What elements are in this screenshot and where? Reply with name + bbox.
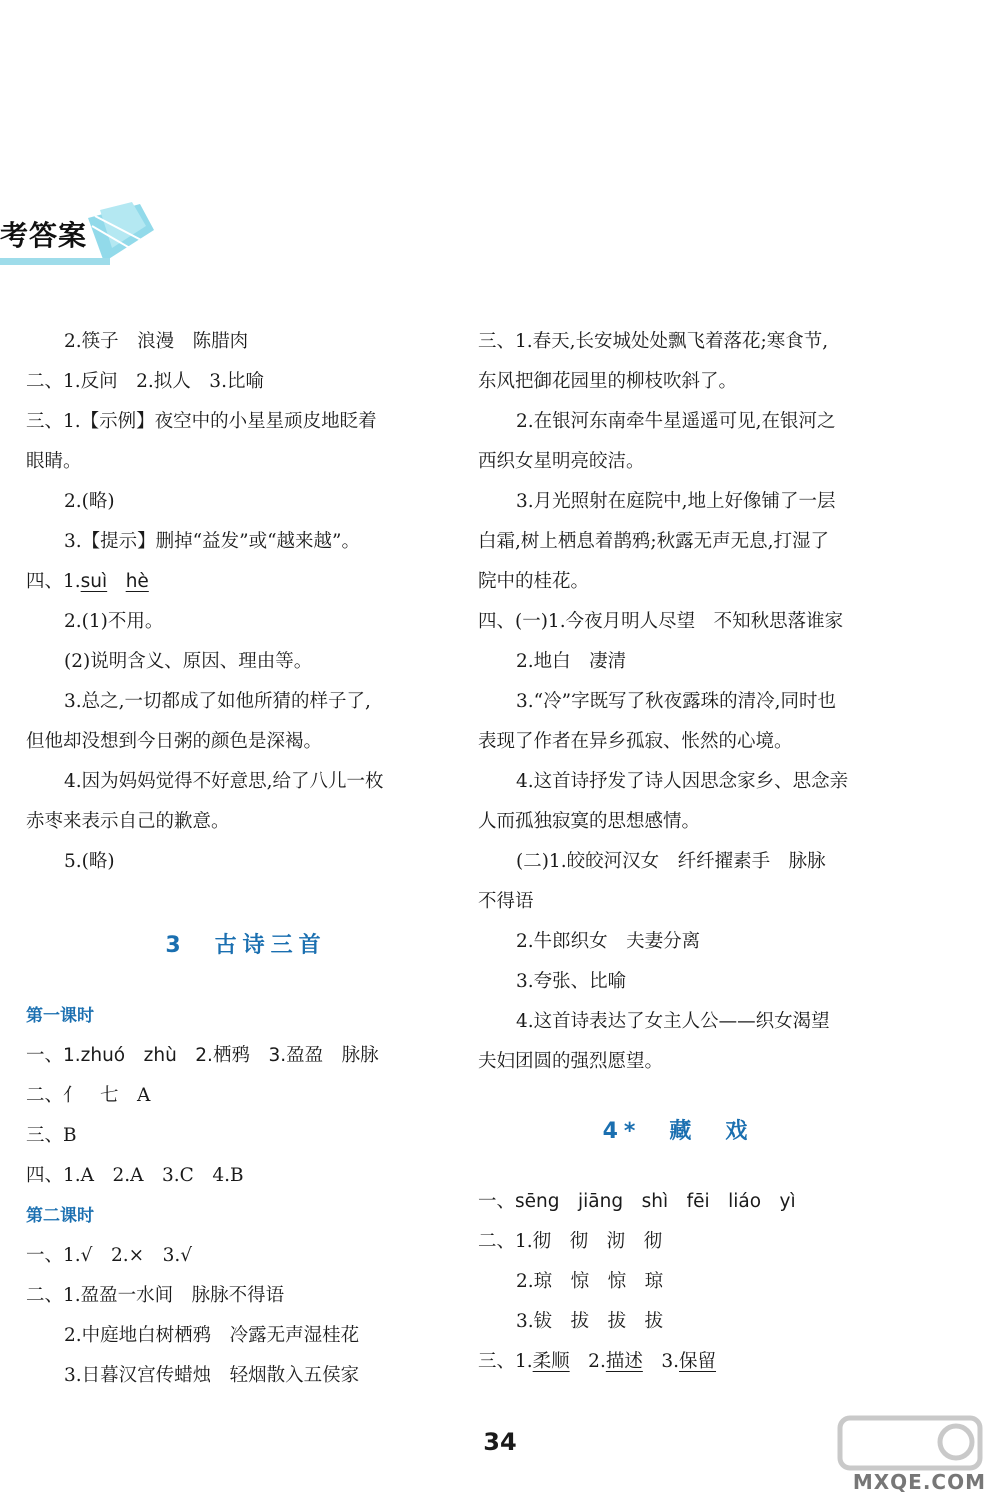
lesson2-line-1: 一、1.√ 2.× 3.√	[26, 1245, 193, 1266]
left-line-10: 3.总之,一切都成了如他所猜的样子了,	[64, 691, 371, 712]
left-line-5: 2.(略)	[64, 491, 115, 512]
left-column	[26, 322, 466, 1396]
section4-pinyin: sēng jiāng shì fēi liáo yì	[515, 1191, 796, 1212]
last-line-prefix: 三、1.	[478, 1351, 533, 1372]
right-line-19: 夫妇团圆的强烈愿望。	[478, 1051, 664, 1072]
right-line-17: 3.夸张、比喻	[516, 971, 627, 992]
right-column	[478, 322, 878, 1382]
right-line-1: 三、1.春天,长安城处处飘飞着落花;寒食节,	[478, 331, 829, 352]
right-line-6: 白霜,树上栖息着鹊鸦;秋露无声无息,打湿了	[478, 531, 829, 552]
last-line-mid-2: 3.	[642, 1351, 679, 1372]
right-line-2: 东风把御花园里的柳枝吹斜了。	[478, 371, 738, 392]
lesson2-line-2: 二、1.盈盈一水间 脉脉不得语	[26, 1285, 285, 1306]
section4-line-1-prefix: 一、	[478, 1191, 516, 1212]
right-line-7: 院中的桂花。	[478, 571, 590, 592]
answer-word-3: 保留	[679, 1351, 717, 1372]
left-line-7	[26, 562, 466, 602]
right-line-12: 4.这首诗抒发了诗人因思念家乡、思念亲	[516, 771, 849, 792]
left-line-13: 赤枣来表示自己的歉意。	[26, 811, 230, 832]
page-number: 34	[483, 1428, 517, 1456]
left-line-8: 2.(1)不用。	[64, 611, 164, 632]
left-line-7-label: 四、1.	[26, 571, 81, 592]
left-line-1: 2.筷子 浪漫 陈腊肉	[64, 331, 249, 352]
lesson-heading-1: 第一课时	[26, 1006, 94, 1026]
right-line-16: 2.牛郎织女 夫妻分离	[516, 931, 701, 952]
right-line-10: 3.“冷”字既写了秋夜露珠的清冷,同时也	[516, 691, 836, 712]
lesson2-line-4: 3.日暮汉宫传蜡烛 轻烟散入五侯家	[64, 1365, 360, 1386]
lesson2-line-3: 2.中庭地白树栖鸦 冷露无声湿桂花	[64, 1325, 360, 1346]
left-line-12: 4.因为妈妈觉得不好意思,给了八儿一枚	[64, 771, 384, 792]
pinyin-answer-2: hè	[125, 571, 149, 592]
right-line-11: 表现了作者在异乡孤寂、怅然的心境。	[478, 731, 793, 752]
right-line-5: 3.月光照射在庭院中,地上好像铺了一层	[516, 491, 836, 512]
section4-line-3: 2.琼 惊 惊 琼	[516, 1271, 664, 1292]
section4-line-4: 3.钹 拔 拔 拔	[516, 1311, 664, 1332]
left-line-14: 5.(略)	[64, 851, 115, 872]
right-line-18: 4.这首诗表达了女主人公——织女渴望	[516, 1011, 830, 1032]
left-line-2: 二、1.反问 2.拟人 3.比喻	[26, 371, 264, 392]
lesson1-line-4: 四、1.A 2.A 3.C 4.B	[26, 1165, 244, 1186]
pinyin-answer-1: suì	[80, 571, 108, 592]
right-line-9: 2.地白 凄清	[516, 651, 627, 672]
right-line-3: 2.在银河东南牵牛星遥遥可见,在银河之	[516, 411, 836, 432]
lesson-heading-2: 第二课时	[26, 1206, 94, 1226]
answer-word-2: 描述	[605, 1351, 643, 1372]
lesson1-line-1: 一、1.zhuó zhù 2.栖鸦 3.盈盈 脉脉	[26, 1045, 379, 1066]
section4-line-2: 二、1.彻 彻 沏 彻	[478, 1231, 663, 1252]
lesson1-line-3: 三、B	[26, 1125, 77, 1146]
last-line-mid-1: 2.	[569, 1351, 606, 1372]
section-title-4: 4* 藏 戏	[602, 1119, 754, 1144]
right-line-4: 西织女星明亮皎洁。	[478, 451, 645, 472]
right-line-13: 人而孤独寂寞的思想感情。	[478, 811, 701, 832]
section4-line-1	[478, 1182, 878, 1222]
section4-line-5	[478, 1342, 878, 1382]
left-line-9: (2)说明含义、原因、理由等。	[64, 651, 313, 672]
right-line-8: 四、(一)1.今夜月明人尽望 不知秋思落谁家	[478, 611, 844, 632]
right-line-15: 不得语	[478, 891, 534, 912]
left-line-6: 3.【提示】删掉“益发”或“越来越”。	[64, 531, 360, 552]
left-line-3: 三、1.【示例】夜空中的小星星顽皮地眨着	[26, 411, 377, 432]
section-title-3: 3 古诗三首	[165, 933, 327, 958]
left-line-11: 但他却没想到今日粥的颜色是深褐。	[26, 731, 323, 752]
header-title: 考答案	[0, 219, 88, 252]
watermark-text: MXQE.COM	[852, 1470, 986, 1494]
answer-word-1: 柔顺	[532, 1351, 570, 1372]
left-line-4: 眼睛。	[26, 451, 82, 472]
right-line-14: (二)1.皎皎河汉女 纤纤擢素手 脉脉	[516, 851, 826, 872]
lesson1-line-2: 二、亻 七 A	[26, 1085, 151, 1106]
